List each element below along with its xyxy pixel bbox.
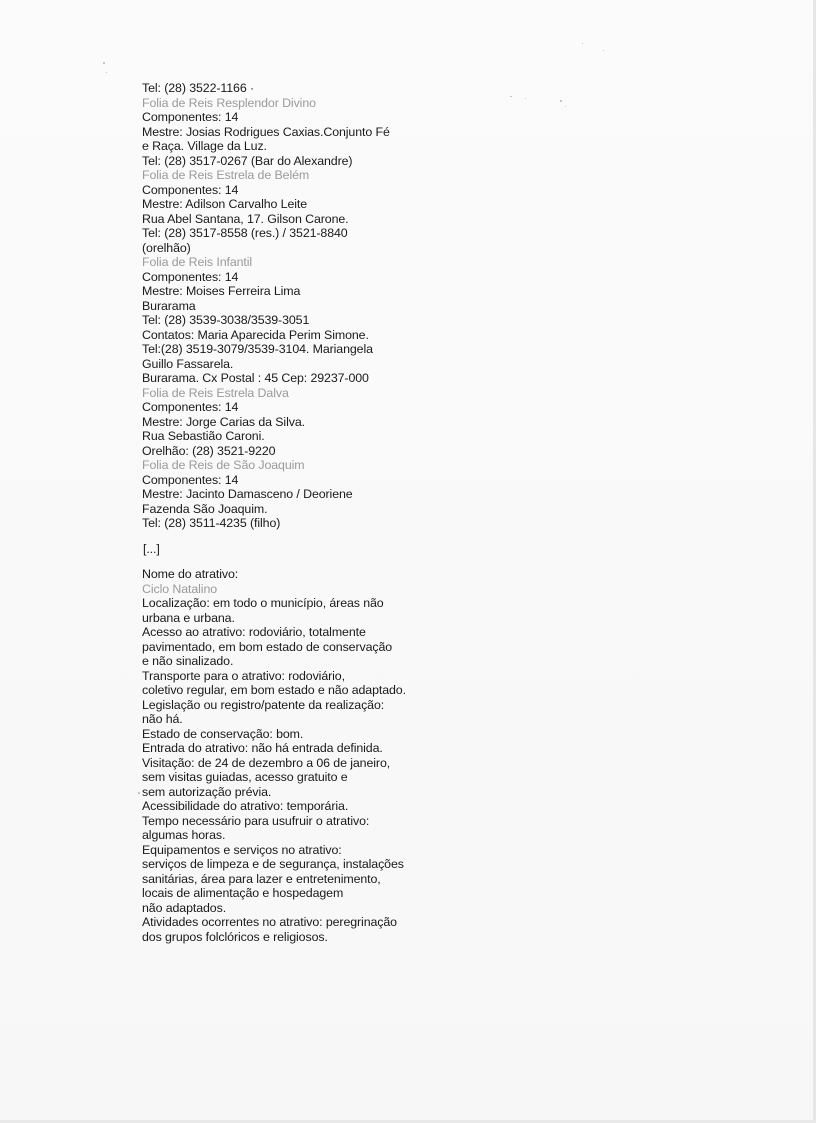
scan-speck: [525, 98, 526, 99]
scan-speck: [138, 792, 140, 794]
text-line: algumas horas.: [142, 828, 226, 842]
scan-speck: [560, 100, 562, 102]
text-line: Visitação: de 24 de dezembro a 06 de janeiro,: [142, 755, 391, 770]
text-line: Estado de conservação: bom.: [142, 726, 304, 741]
section-title: Folia de Reis Estrela de Belém: [142, 168, 310, 182]
scan-speck: [106, 72, 107, 73]
text-line: dos grupos folclóricos e religiosos.: [142, 929, 328, 944]
ellipsis-marker: [...]: [143, 541, 160, 556]
text-line: urbana e urbana.: [142, 610, 235, 625]
text-line: sem visitas guiadas, acesso gratuito e: [142, 770, 348, 784]
text-line: Transporte para o atrativo: rodoviário,: [142, 668, 345, 683]
text-line: Contatos: Maria Aparecida Perim Simone.: [142, 327, 369, 342]
text-line: não adaptados.: [142, 900, 227, 915]
text-line: Mestre: Moises Ferreira Lima: [142, 284, 301, 298]
text-line: Fazenda São Joaquim.: [142, 501, 268, 516]
spacer: [142, 531, 432, 542]
text-line: Tel: (28) 3539-3038/3539-3051: [142, 313, 310, 327]
text-line: Rua Sebastião Caroni.: [142, 429, 265, 443]
text-line: Tel: (28) 3522-1166 ·: [142, 81, 255, 95]
scan-speck: [603, 50, 604, 51]
text-line: Nome do atrativo:: [142, 567, 239, 581]
section-title: Ciclo Natalino: [142, 581, 218, 596]
text-line: Burarama: [142, 298, 196, 313]
text-line: e Raça. Village da Luz.: [142, 139, 267, 153]
text-line: Rua Abel Santana, 17. Gilson Carone.: [142, 211, 349, 226]
text-line: Componentes: 14: [142, 400, 239, 414]
text-line: Componentes: 14: [142, 110, 239, 124]
text-line: Atividades ocorrentes no atrativo: peregrinação: [142, 915, 397, 929]
text-line: locais de alimentação e hospedagem: [142, 886, 344, 900]
text-line: Tel: (28) 3517-0267 (Bar do Alexandre): [142, 153, 353, 168]
text-line: Componentes: 14: [142, 472, 239, 487]
text-line: Tel: (28) 3511-4235 (filho): [142, 516, 281, 530]
text-line: Acesso ao atrativo: rodoviário, totalmente: [142, 625, 366, 639]
text-line: Orelhão: (28) 3521-9220: [142, 443, 276, 458]
text-line: Tempo necessário para usufruir o atrativo:: [142, 813, 370, 828]
text-line: Mestre: Jorge Carias da Silva.: [142, 414, 305, 429]
text-line: não há.: [142, 712, 183, 726]
text-line: Entrada do atrativo: não há entrada definida.: [142, 741, 383, 755]
text-line: Mestre: Josias Rodrigues Caxias.Conjunto Fé: [142, 124, 390, 139]
document-body: [142, 81, 432, 944]
text-line: (orelhão): [142, 240, 191, 255]
text-line: Componentes: 14: [142, 182, 239, 197]
text-line: Acessibilidade do atrativo: temporária.: [142, 799, 349, 813]
scan-speck: [510, 96, 512, 97]
text-line: Equipamentos e serviços no atrativo:: [142, 842, 342, 857]
text-line: Guillo Fassarela.: [142, 356, 234, 371]
text-line: Legislação ou registro/patente da realização:: [142, 697, 385, 712]
text-line: Tel:(28) 3519-3079/3539-3104. Mariangela: [142, 342, 373, 356]
atrativo-description: [142, 567, 432, 944]
text-line: sem autorização prévia.: [142, 784, 272, 799]
text-line: serviços de limpeza e de segurança, instalações: [142, 857, 404, 871]
text-line: pavimentado, em bom estado de conservação: [142, 639, 393, 654]
text-line: sanitárias, área para lazer e entretenimento,: [142, 871, 381, 886]
scan-speck: [582, 43, 583, 44]
text-line: coletivo regular, em bom estado e não adaptado.: [142, 683, 406, 697]
spacer: [142, 556, 432, 567]
text-line: e não sinalizado.: [142, 654, 234, 668]
folia-de-reis-list: [142, 81, 432, 531]
section-title: Folia de Reis de São Joaquim: [142, 458, 305, 472]
text-line: Tel: (28) 3517-8558 (res.) / 3521-8840: [142, 226, 348, 240]
text-line: Localização: em todo o município, áreas não: [142, 596, 384, 610]
scan-speck: [103, 62, 105, 64]
scan-speck: [565, 106, 566, 107]
section-title: Folia de Reis Infantil: [142, 255, 253, 269]
text-line: Burarama. Cx Postal : 45 Cep: 29237-000: [142, 371, 369, 385]
section-title: Folia de Reis Estrela Dalva: [142, 385, 289, 400]
section-title: Folia de Reis Resplendor Divino: [142, 95, 316, 110]
text-line: Componentes: 14: [142, 269, 239, 284]
text-line: Mestre: Jacinto Damasceno / Deoriene: [142, 487, 353, 501]
text-line: Mestre: Adilson Carvalho Leite: [142, 197, 308, 211]
